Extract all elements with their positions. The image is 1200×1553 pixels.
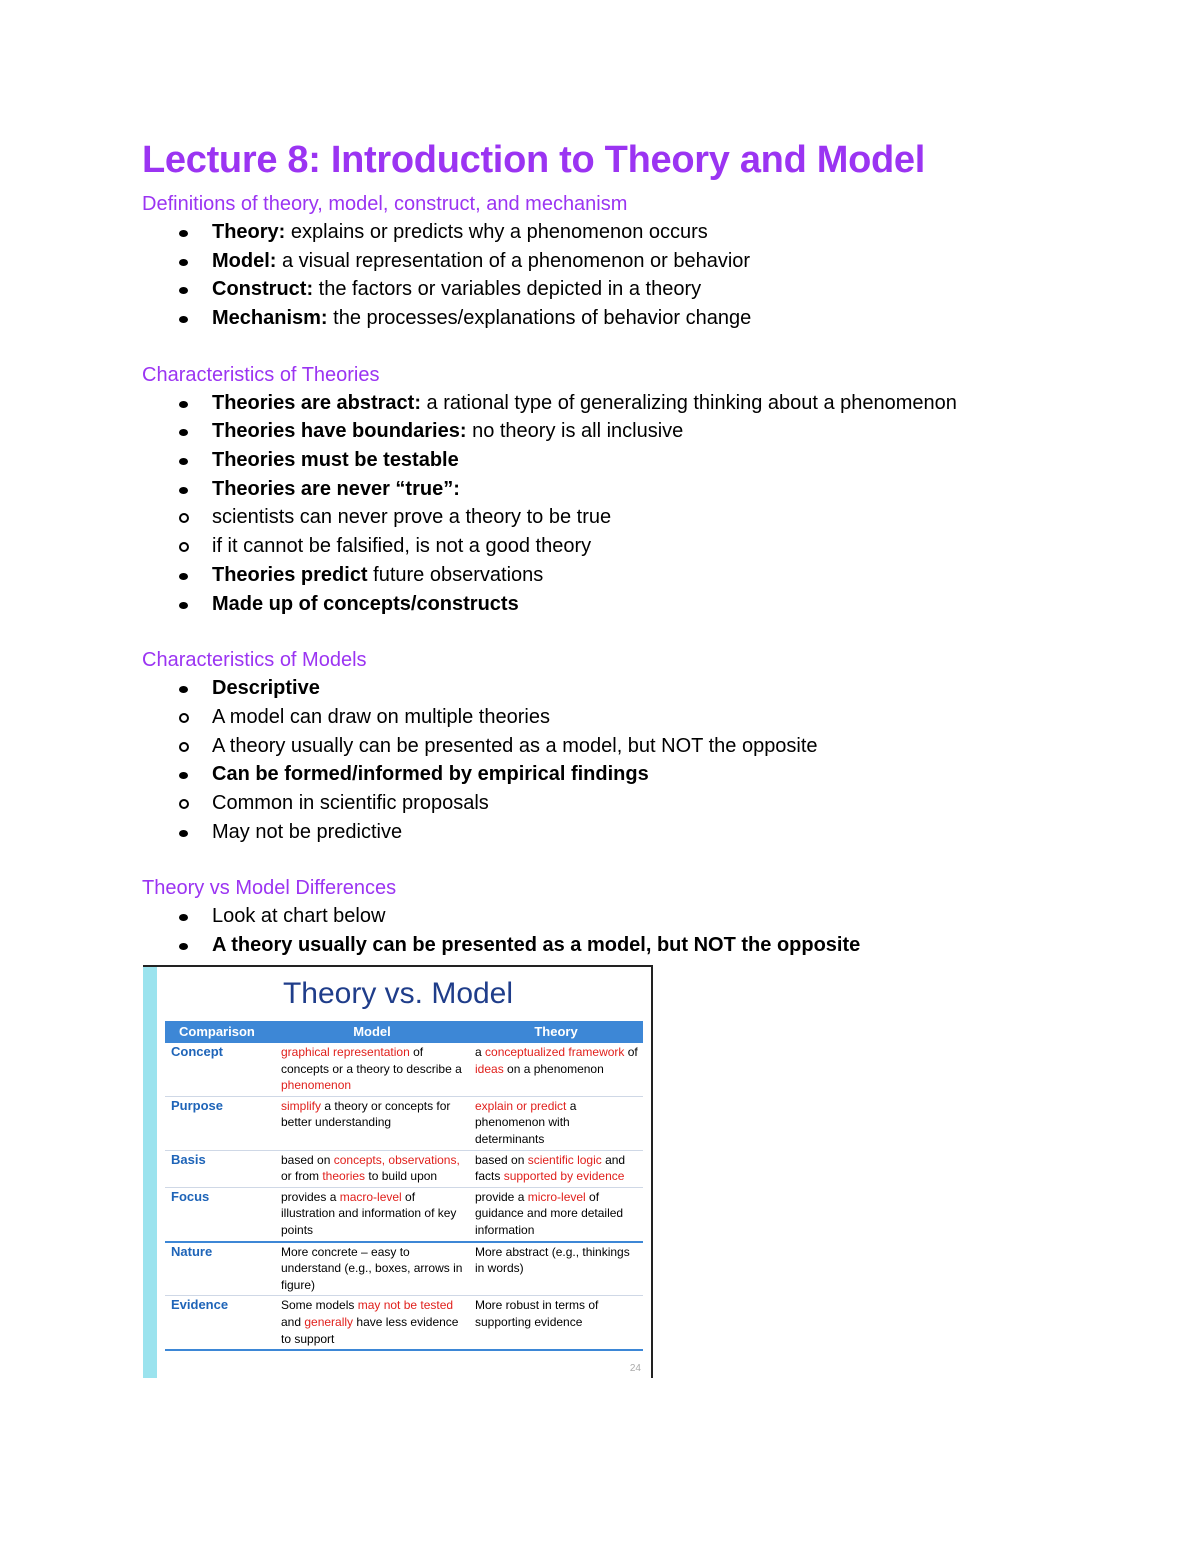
sub-list-item: Common in scientific proposals: [142, 789, 1102, 818]
highlighted-text: ideas: [475, 1061, 504, 1076]
table-header-row: [165, 1021, 643, 1043]
header-model: Model: [275, 1021, 469, 1043]
table-row: [165, 1043, 643, 1096]
highlighted-text: explain or predict: [475, 1098, 567, 1113]
cell-text: or from: [281, 1169, 323, 1184]
cell-text: a: [475, 1045, 486, 1059]
document-page: [142, 140, 1102, 960]
list-item-term: Can be formed/informed by empirical findings: [212, 763, 649, 786]
cell-text: have less evidence to support: [281, 1314, 459, 1346]
list-item-term: Mechanism:: [212, 306, 328, 329]
cell-text: of: [624, 1045, 638, 1059]
highlighted-text: theories: [322, 1169, 366, 1184]
cell-theory: [469, 1296, 643, 1350]
highlighted-text: micro-level: [527, 1189, 586, 1204]
cell-theory: [469, 1242, 643, 1296]
bullet-list: [142, 902, 1102, 959]
slide-page-number: 24: [629, 1363, 641, 1374]
cell-model: [275, 1150, 469, 1187]
slide-title: Theory vs. Model: [282, 977, 514, 1010]
cell-text: More robust in terms of supporting evidence: [475, 1298, 599, 1329]
sub-bullet-list: [142, 503, 1102, 560]
comparison-table-body: [165, 1043, 643, 1350]
sub-list-item: if it cannot be falsified, is not a good theory: [142, 532, 1102, 561]
highlighted-text: may not be tested: [357, 1298, 454, 1313]
cell-text: a theory or concepts for better understanding: [281, 1098, 451, 1130]
highlighted-text: graphical representation: [281, 1045, 410, 1059]
cell-model: [275, 1096, 469, 1150]
section-heading: Characteristics of Models: [142, 649, 367, 672]
list-item-text: explains or predicts why a phenomenon occurs: [285, 220, 708, 243]
slide-accent-strip: [143, 967, 157, 1378]
list-item-text: May not be predictive: [212, 820, 403, 843]
list-item-term: Theories predict: [212, 563, 368, 586]
section-heading: Definitions of theory, model, construct, and mechanism: [142, 192, 628, 215]
bullet-list: [142, 674, 1102, 846]
list-item: [142, 931, 1102, 960]
bullet-list: [142, 218, 1102, 333]
highlighted-text: simplify: [281, 1098, 322, 1113]
row-category: Concept: [165, 1043, 275, 1096]
list-item: [142, 674, 1102, 703]
list-item-text: Look at chart below: [212, 905, 386, 928]
row-category: Basis: [165, 1150, 275, 1187]
row-category: Focus: [165, 1187, 275, 1241]
cell-text: of illustration and information of key points: [281, 1189, 457, 1237]
cell-theory: [469, 1096, 643, 1150]
page-title: Lecture 8: Introduction to Theory and Model: [142, 139, 926, 181]
list-item-text: the processes/explanations of behavior change: [327, 306, 752, 329]
table-row: [165, 1242, 643, 1296]
highlighted-text: macro-level: [339, 1189, 402, 1204]
list-item-term: Made up of concepts/constructs: [212, 592, 519, 615]
highlighted-text: scientific logic: [527, 1152, 602, 1167]
sub-bullet-list: [142, 789, 1102, 818]
list-item: [142, 475, 1102, 504]
cell-text: a phenomenon with determinants: [475, 1098, 577, 1146]
list-item-term: Descriptive: [212, 677, 320, 700]
list-item: [142, 590, 1102, 619]
comparison-table: [165, 1021, 643, 1351]
highlighted-text: concepts, observations,: [333, 1152, 460, 1167]
list-item-text: a visual representation of a phenomenon or behavior: [276, 249, 751, 272]
list-item-term: Construct:: [212, 278, 314, 301]
cell-model: [275, 1296, 469, 1350]
cell-theory: [469, 1150, 643, 1187]
list-item: [142, 218, 1102, 247]
cell-text: based on: [281, 1152, 334, 1167]
cell-theory: [469, 1187, 643, 1241]
cell-text: provide a: [475, 1189, 528, 1204]
list-item-text: the factors or variables depicted in a theory: [313, 278, 702, 301]
cell-model: [275, 1242, 469, 1296]
sub-list-item: A theory usually can be presented as a model, but NOT the opposite: [142, 732, 1102, 761]
cell-text: Some models: [281, 1298, 358, 1313]
sections: [142, 190, 1102, 960]
list-item: [142, 247, 1102, 276]
highlighted-text: conceptualized framework: [485, 1045, 625, 1059]
list-item: [142, 389, 1102, 418]
list-item: [142, 275, 1102, 304]
list-item-term: Model:: [212, 249, 277, 272]
cell-text: of concepts or a theory to describe a: [281, 1045, 462, 1076]
cell-text: of guidance and more detailed information: [475, 1189, 624, 1237]
cell-text: based on: [475, 1152, 528, 1167]
list-item-term: A theory usually can be presented as a model, but NOT the opposite: [212, 934, 861, 957]
cell-model: [275, 1043, 469, 1096]
list-item-term: Theory:: [212, 220, 286, 243]
sub-list-item: A model can draw on multiple theories: [142, 703, 1102, 732]
cell-theory: [469, 1043, 643, 1096]
list-item: [142, 760, 1102, 789]
list-item: [142, 304, 1102, 333]
cell-text: More abstract (e.g., thinkings in words): [475, 1244, 630, 1276]
section-heading: Theory vs Model Differences: [142, 877, 397, 900]
list-item-text: a rational type of generalizing thinking about a phenomenon: [420, 391, 957, 414]
cell-text: and facts: [475, 1152, 626, 1184]
row-category: Purpose: [165, 1096, 275, 1150]
table-row: [165, 1150, 643, 1187]
header-theory: Theory: [469, 1021, 643, 1043]
bullet-list: [142, 389, 1102, 619]
list-item: [142, 561, 1102, 590]
cell-model: [275, 1187, 469, 1241]
list-item: [142, 417, 1102, 446]
cell-text: on a phenomenon: [503, 1061, 604, 1076]
sub-list-item: scientists can never prove a theory to be true: [142, 503, 1102, 532]
list-item-text: no theory is all inclusive: [466, 420, 684, 443]
section-heading: Characteristics of Theories: [142, 363, 380, 386]
list-item-term: Theories must be testable: [212, 449, 459, 472]
list-item: [142, 446, 1102, 475]
row-category: Evidence: [165, 1296, 275, 1350]
table-row: [165, 1187, 643, 1241]
list-item: [142, 818, 1102, 847]
list-item-term: Theories are abstract:: [212, 391, 421, 414]
list-item-term: Theories are never “true”:: [212, 477, 460, 500]
list-item-term: Theories have boundaries:: [212, 420, 467, 443]
list-item-text: future observations: [367, 563, 544, 586]
cell-text: and: [281, 1314, 305, 1329]
sub-bullet-list: [142, 703, 1102, 760]
highlighted-text: generally: [304, 1314, 354, 1329]
highlighted-text: phenomenon: [281, 1078, 352, 1093]
header-comparison: Comparison: [165, 1021, 275, 1043]
list-item: [142, 902, 1102, 931]
highlighted-text: supported by evidence: [503, 1169, 625, 1184]
cell-text: provides a: [281, 1189, 340, 1204]
theory-vs-model-slide: [143, 965, 653, 1378]
table-row: [165, 1296, 643, 1350]
cell-text: to build upon: [365, 1169, 438, 1184]
row-category: Nature: [165, 1242, 275, 1296]
table-row: [165, 1096, 643, 1150]
cell-text: More concrete – easy to understand (e.g., boxes, arrows in figure): [281, 1244, 463, 1292]
